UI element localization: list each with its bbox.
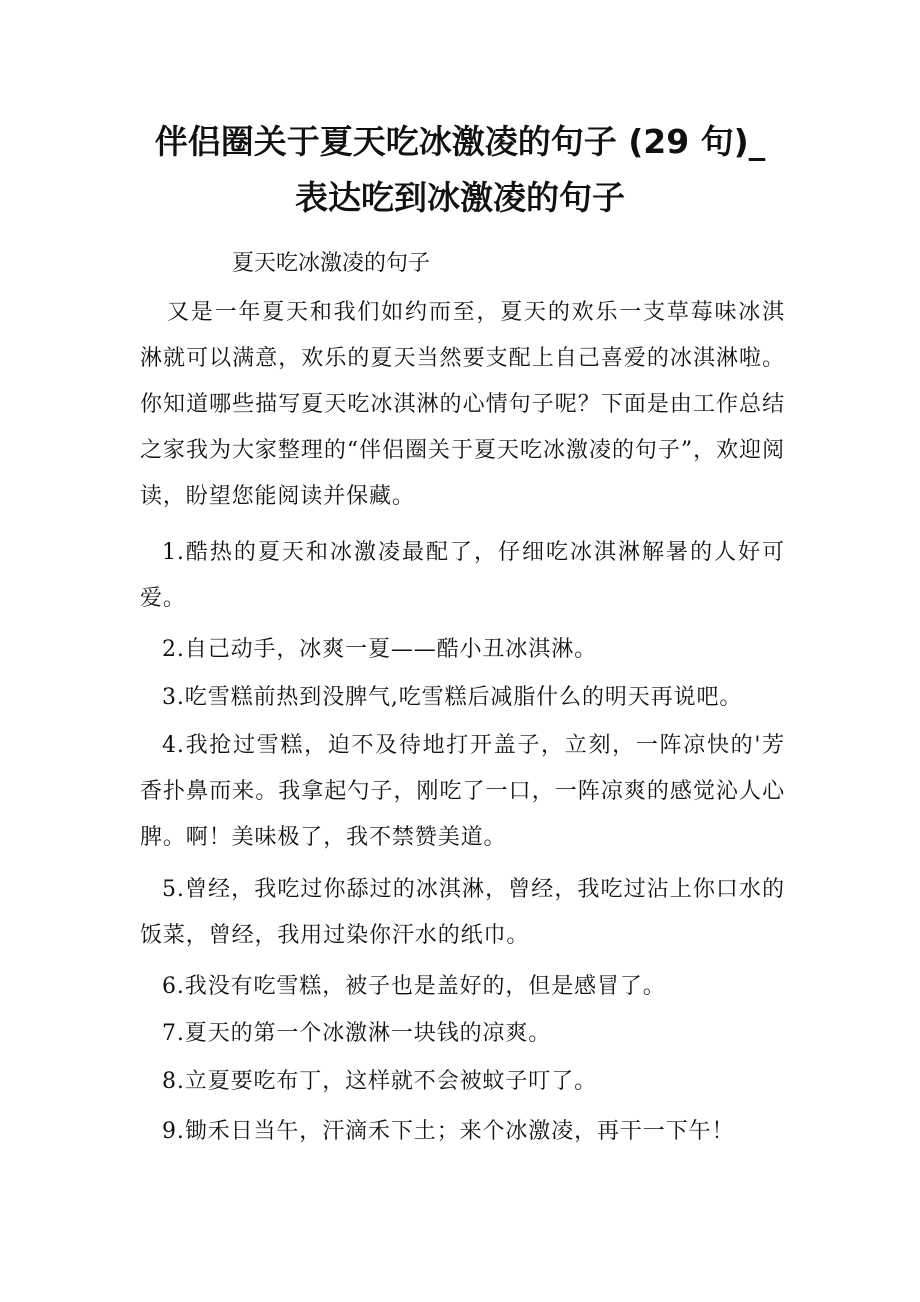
document-title-line-2: 表达吃到冰激凌的句子 <box>295 178 625 217</box>
section-subtitle: 夏天吃冰激凌的句子 <box>232 251 431 276</box>
list-item: 5.曾经，我吃过你舔过的冰淇淋，曾经，我吃过沾上你口水的饭菜，曾经，我用过染你汗水的纸巾。 <box>140 877 785 948</box>
list-item: 8.立夏要吃布丁，这样就不会被蚊子叮了。 <box>162 1069 597 1094</box>
document-title-line-1: 伴侣圈关于夏天吃冰激凌的句子 (29 句)_ <box>154 122 766 161</box>
list-item: 3.吃雪糕前热到没脾气,吃雪糕后减脂什么的明天再说吧。 <box>162 685 743 710</box>
list-item: 4.我抢过雪糕，迫不及待地打开盖子，立刻，一阵凉快的'芳香扑鼻而来。我拿起勺子，刚吃了一口，一阵凉爽的感觉沁人心脾。啊！美味极了，我不禁赞美道。 <box>140 733 785 850</box>
list-item: 1.酷热的夏天和冰激凌最配了，仔细吃冰淇淋解暑的人好可爱。 <box>140 540 785 611</box>
list-item: 2.自己动手，冰爽一夏——酷小丑冰淇淋。 <box>162 637 597 662</box>
intro-paragraph: 又是一年夏天和我们如约而至，夏天的欢乐一支草莓味冰淇淋就可以满意，欢乐的夏天当然要支配上自己喜爱的冰淇淋啦。你知道哪些描写夏天吃冰淇淋的心情句子呢？下面是由工作总结之家我为大家整理的“伴侣圈关于夏天吃冰激凌的句子”，欢迎阅读，盼望您能阅读并保藏。 <box>140 300 785 509</box>
list-item: 7.夏天的第一个冰激淋一块钱的凉爽。 <box>162 1021 552 1046</box>
list-item: 6.我没有吃雪糕，被子也是盖好的，但是感冒了。 <box>162 974 666 999</box>
list-item: 9.锄禾日当午，汗滴禾下土；来个冰激凌，再干一下午！ <box>162 1119 735 1144</box>
